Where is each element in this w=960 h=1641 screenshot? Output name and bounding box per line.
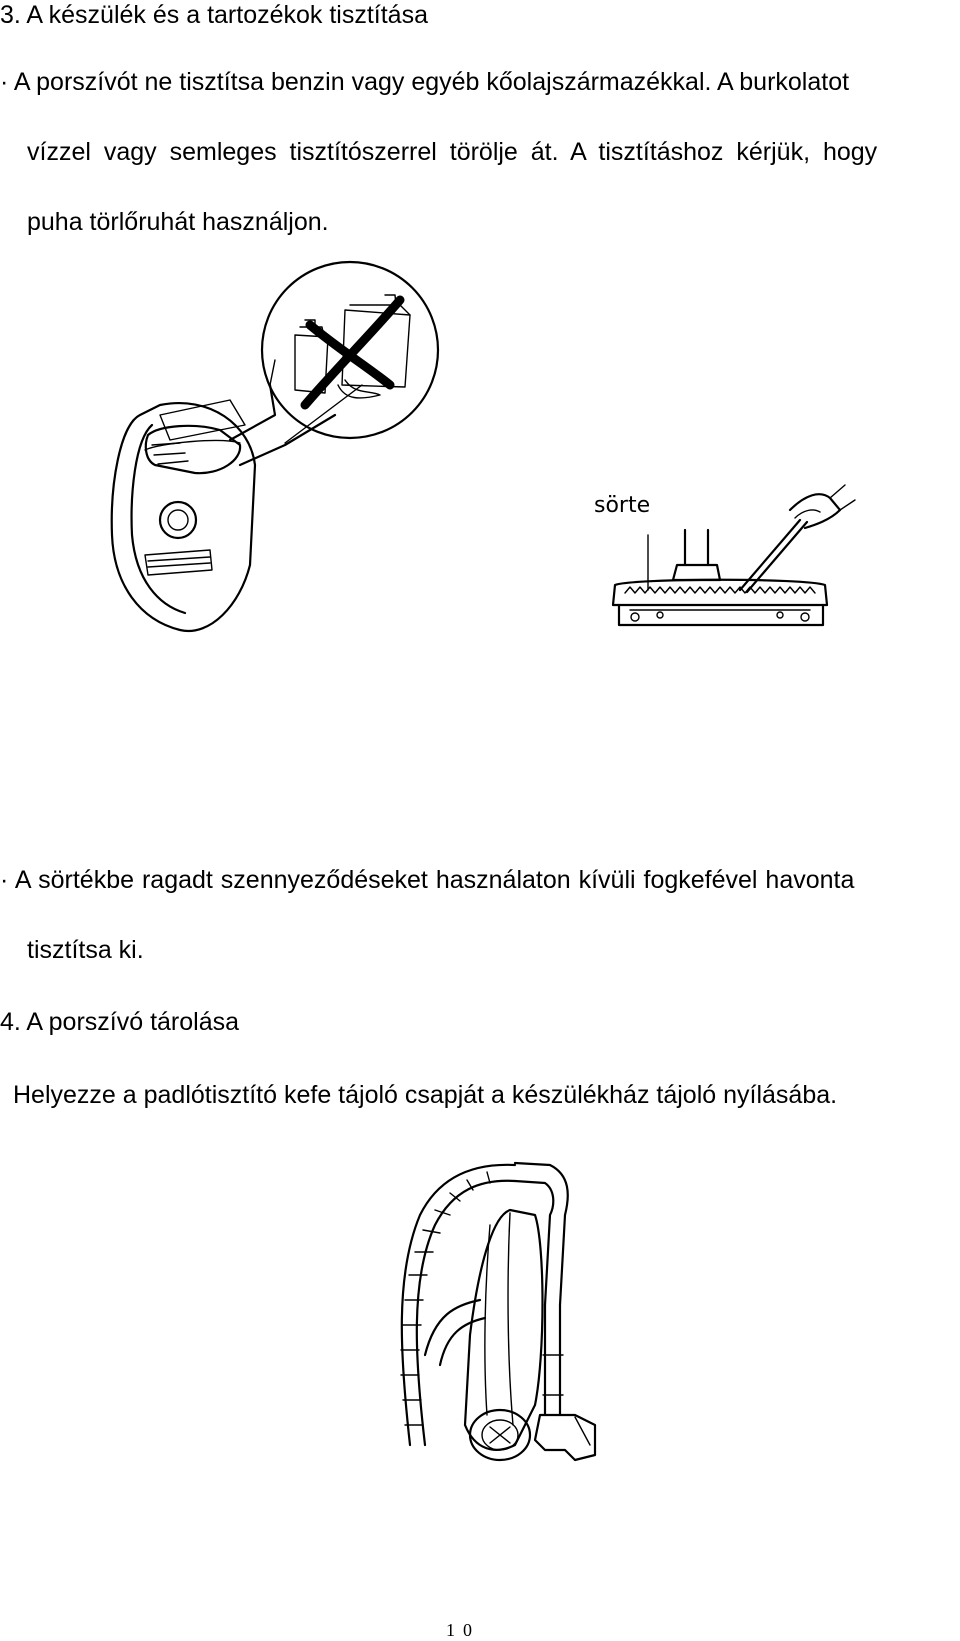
storage-instruction: Helyezze a padlótisztító kefe tájoló csapját a készülékház tájoló nyílásába. [13,1081,838,1109]
bullet-1-line-3: puha törlőruhát használjon. [27,208,329,236]
bullet-1-line-1: · A porszívót ne tisztítsa benzin vagy egyéb kőolajszármazékkal. A burkolatot [0,68,850,96]
section-4-heading: 4. A porszívó tárolása [0,1008,240,1036]
vacuum-wiping-illustration [100,265,460,645]
bullet-2-line-1: · A sörtékbe ragadt szennyeződéseket használaton kívüli fogkefével havonta [0,866,855,894]
vacuum-storage-illustration [395,1155,635,1495]
bullet-2-line-2: tisztítsa ki. [27,936,144,964]
page-number: 10 [446,1620,480,1640]
section-3-heading: 3. A készülék és a tartozékok tisztítása [0,1,428,29]
bullet-1-line-2: vízzel vagy semleges tisztítószerrel törölje át. A tisztításhoz kérjük, hogy [27,138,878,166]
brush-bristle-label: sörte [594,493,651,518]
floor-brush-cleaning-illustration [605,490,865,640]
